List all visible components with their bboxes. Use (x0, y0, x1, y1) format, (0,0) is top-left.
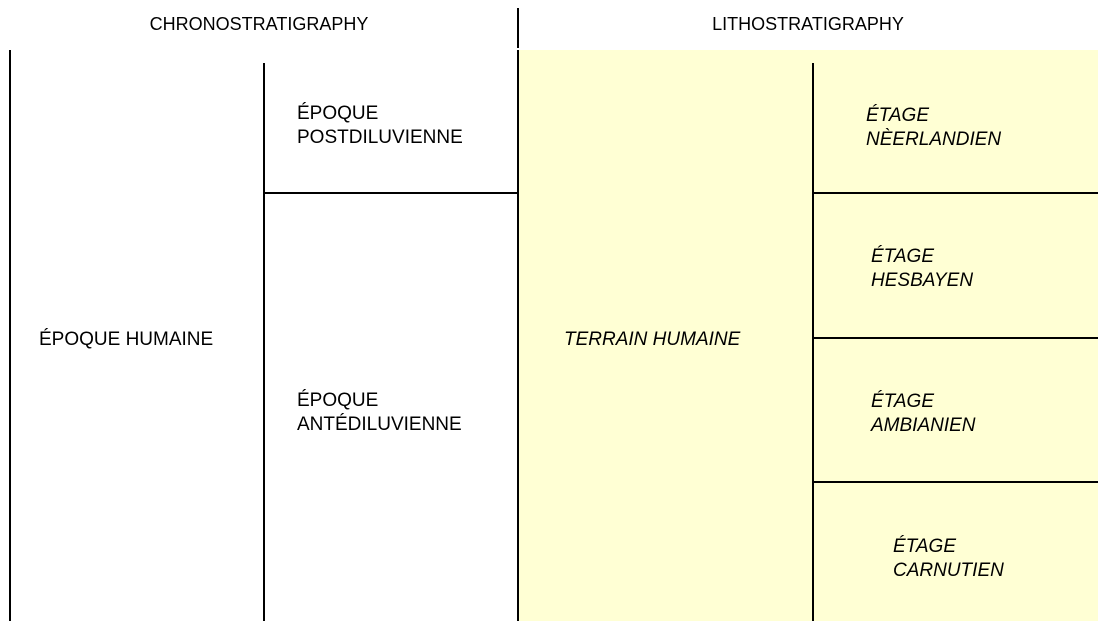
etage-hesbayen-line1: ÉTAGE (871, 246, 934, 267)
epoque-humaine-label: ÉPOQUE HUMAINE (39, 329, 214, 350)
epoque-postdiluvienne-label (297, 102, 463, 150)
etage-neerlandien-label (866, 104, 1001, 152)
etage-ambianien-line2: AMBIANIEN (871, 415, 976, 436)
etage-hesbayen-label (871, 245, 973, 293)
etage-carnutien-line1: ÉTAGE (893, 536, 956, 557)
epoque-antediluvienne-line2: ANTÉDILUVIENNE (297, 414, 462, 435)
etage-divider-line-2 (812, 337, 1098, 339)
epoque-postdiluvienne-line1: ÉPOQUE (297, 103, 379, 124)
etage-ambianien-label (871, 390, 976, 438)
lithostratigraphy-header: LITHOSTRATIGRAPHY (712, 14, 904, 34)
chrono-sub-divider-line (263, 192, 518, 194)
header-divider-line (517, 8, 519, 48)
etage-neerlandien-line2: NÈERLANDIEN (866, 129, 1002, 150)
etage-carnutien-line2: CARNUTIEN (893, 560, 1004, 581)
epoque-antediluvienne-label (297, 389, 462, 437)
chrono-divider-line (263, 63, 265, 621)
terrain-humaine-label: TERRAIN HUMAINE (564, 329, 741, 350)
etage-hesbayen-line2: HESBAYEN (871, 270, 974, 291)
etage-neerlandien-line1: ÉTAGE (866, 105, 929, 126)
etage-divider-line-1 (812, 192, 1098, 194)
epoque-postdiluvienne-line2: POSTDILUVIENNE (297, 127, 463, 148)
etage-carnutien-label (893, 535, 1004, 583)
litho-divider-line (812, 63, 814, 621)
etage-divider-line-3 (812, 481, 1098, 483)
left-border-line (9, 50, 11, 621)
epoque-antediluvienne-line1: ÉPOQUE (297, 390, 379, 411)
etage-ambianien-line1: ÉTAGE (871, 391, 934, 412)
chrono-litho-divider-line (517, 50, 519, 621)
chronostratigraphy-header: CHRONOSTRATIGRAPHY (149, 14, 369, 34)
